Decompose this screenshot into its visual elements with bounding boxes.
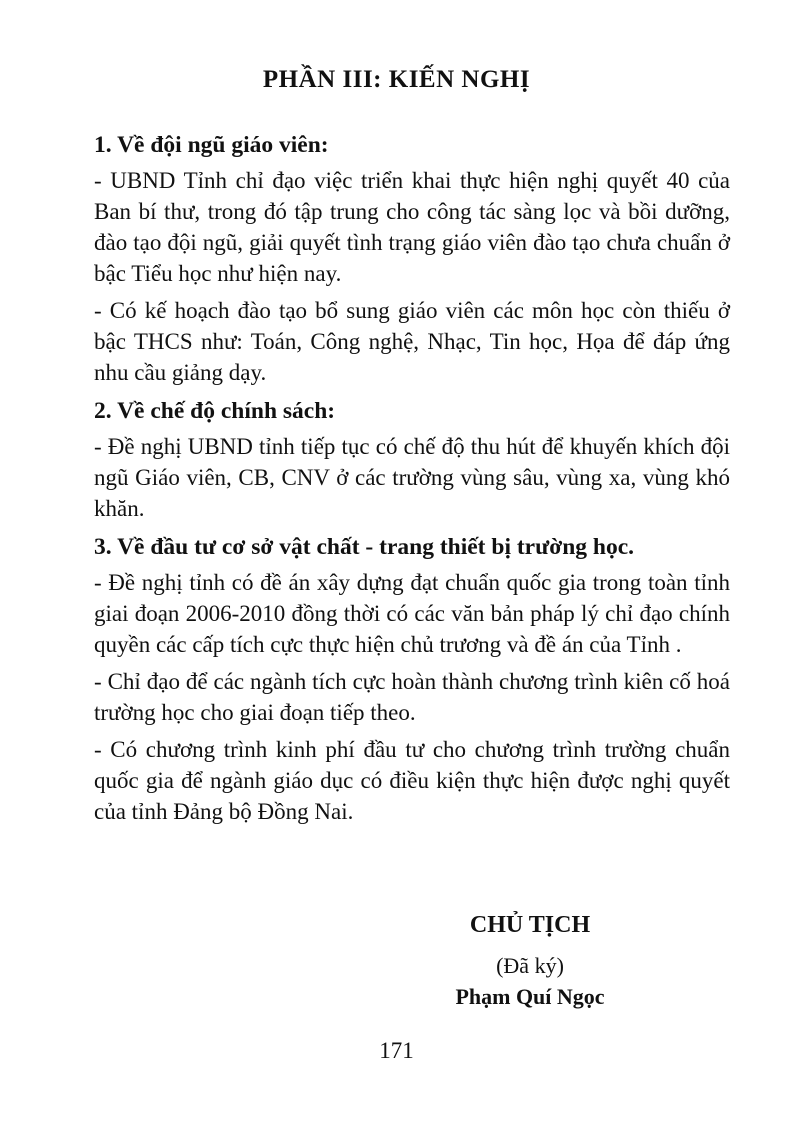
paragraph: - UBND Tỉnh chỉ đạo việc triển khai thực hiện nghị quyết 40 của Ban bí thư, trong đó tập trung cho công tác sàng lọc và bồi dưỡng, đào tạo đội ngũ, giải quyết tình trạng giáo viên đào tạo chưa chuẩn ở bậc Tiểu học như hiện nay. [94,168,730,286]
paragraph: - Đề nghị tỉnh có đề án xây dựng đạt chuẩn quốc gia trong toàn tỉnh giai đoạn 2006-2010 đồng thời có các văn bản pháp lý chỉ đạo chính quyền các cấp tích cực thực hiện chủ trương và đề án của Tỉnh . [94,570,730,657]
paragraph: - Có chương trình kinh phí đầu tư cho chương trình trường chuẩn quốc gia để ngành giáo dục có điều kiện thực hiện được nghị quyết của tỉnh Đảng bộ Đồng Nai. [94,737,730,824]
page-number: 171 [379,1038,414,1063]
section-2 [94,394,730,524]
paragraph: - Đề nghị UBND tỉnh tiếp tục có chế độ thu hút để khuyến khích đội ngũ Giáo viên, CB, CNV ở các trường vùng sâu, vùng xa, vùng khó khăn. [94,434,730,521]
section-heading: 1. Về đội ngũ giáo viên: [94,132,329,158]
page-title: PHẦN III: KIẾN NGHỊ [262,66,531,93]
signature-title: CHỦ TỊCH [469,912,591,938]
signature-note: (Đã ký) [496,953,564,978]
section-heading: 2. Về chế độ chính sách: [94,398,336,424]
section-3 [94,530,730,827]
section-1 [94,128,730,388]
document-body [94,128,730,833]
paragraph: - Chỉ đạo để các ngành tích cực hoàn thành chương trình kiên cố hoá trường học cho giai đoạn tiếp theo. [94,669,730,725]
signer-name: Phạm Quí Ngọc [455,984,605,1009]
paragraph: - Có kế hoạch đào tạo bổ sung giáo viên các môn học còn thiếu ở bậc THCS như: Toán, Công nghệ, Nhạc, Tin học, Họa để đáp ứng nhu cầu giảng dạy. [94,298,730,385]
section-heading: 3. Về đầu tư cơ sở vật chất - trang thiết bị trường học. [94,534,635,560]
